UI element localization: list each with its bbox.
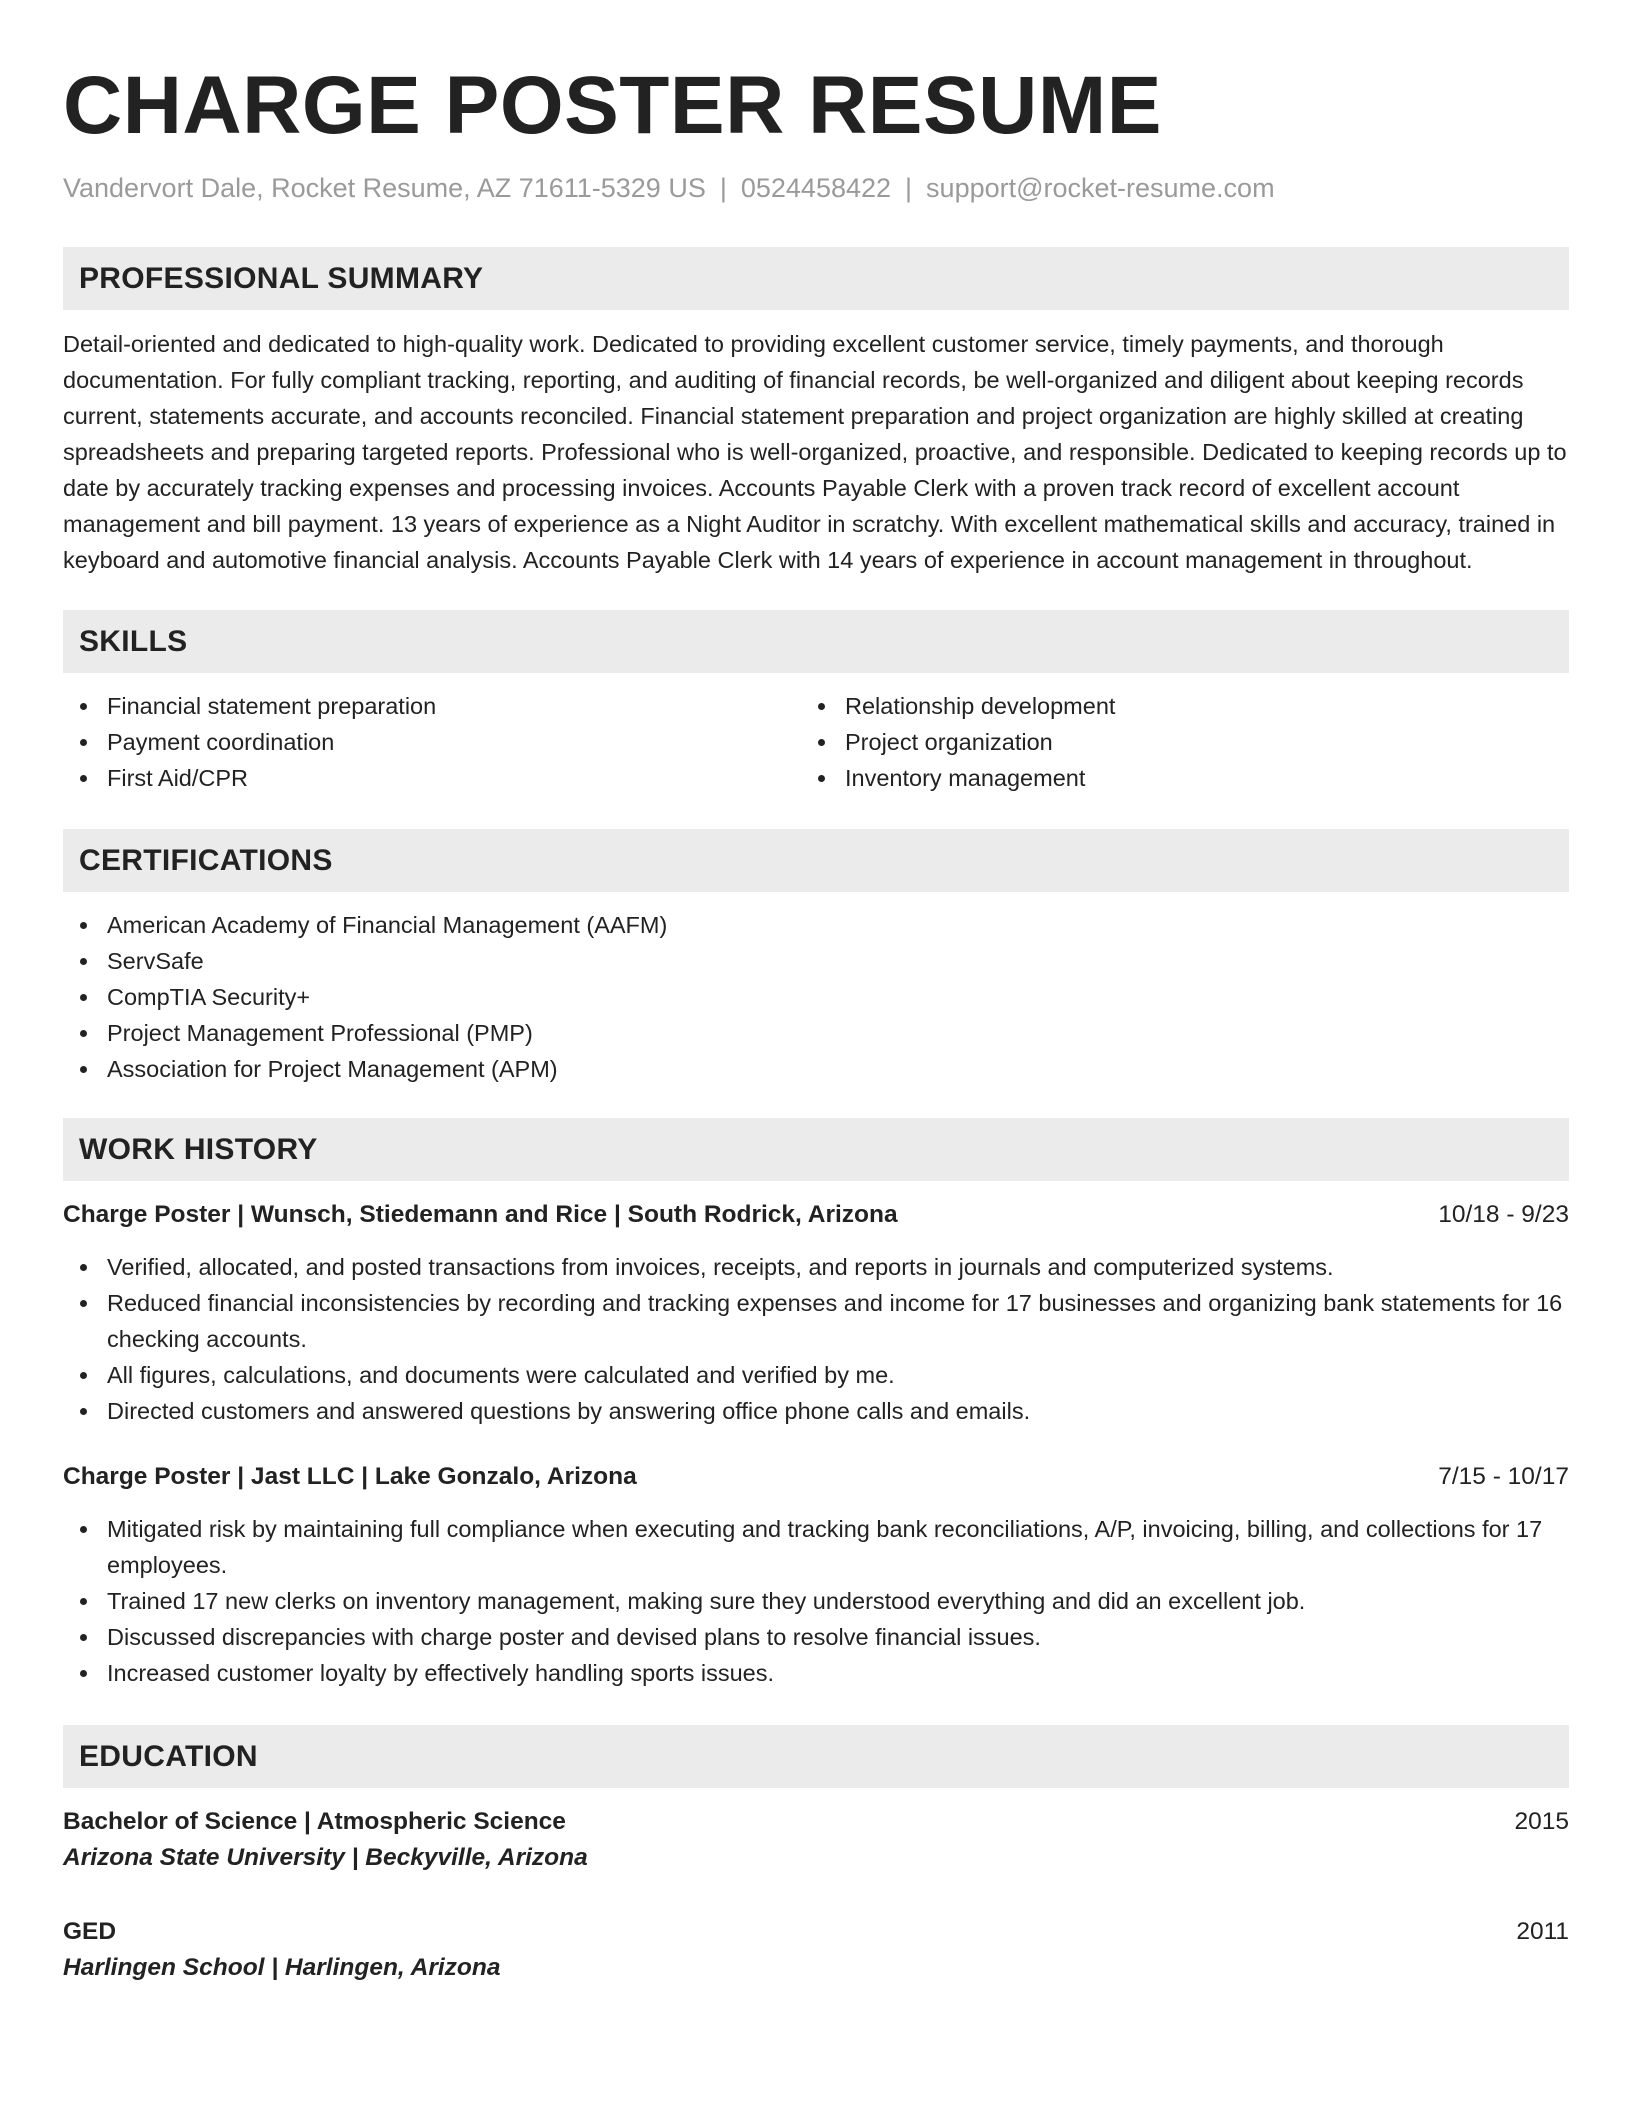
education-school: Harlingen School | Harlingen, Arizona <box>63 1954 501 1981</box>
certification-item: CompTIA Security+ <box>63 979 1569 1015</box>
certification-item: ServSafe <box>63 943 1569 979</box>
job-entry <box>63 1459 1569 1691</box>
job-bullet: All figures, calculations, and documents were calculated and verified by me. <box>63 1357 1569 1393</box>
education-year: 2015 <box>1514 1808 1569 1835</box>
skill-item: Relationship development <box>801 688 1539 724</box>
skill-item: Inventory management <box>801 760 1539 796</box>
education-school: Arizona State University | Beckyville, Arizona <box>63 1844 588 1871</box>
job-bullet: Directed customers and answered questions by answering office phone calls and emails. <box>63 1393 1569 1429</box>
certification-item: Association for Project Management (APM) <box>63 1051 1569 1087</box>
summary-text: Detail-oriented and dedicated to high-quality work. Dedicated to providing excellent customer service, timely payments, and thorough documentation. For fully compliant tracking, reporting, and auditing of financial records, be well-organized and diligent about keeping records current, statements accurate, and accounts reconciled. Financial statement preparation and project organization are highly skilled at creating spreadsheets and preparing targeted reports. Professional who is well-organized, proactive, and responsible. Dedicated to keeping records up to date by accurately tracking expenses and processing invoices. Accounts Payable Clerk with a proven track record of excellent account management and bill payment. 13 years of experience as a Night Auditor in scratchy. With excellent mathematical skills and accuracy, trained in keyboard and automotive financial analysis. Accounts Payable Clerk with 14 years of experience in account management in throughout. <box>63 331 1567 573</box>
job-bullet: Verified, allocated, and posted transactions from invoices, receipts, and reports in journals and computerized systems. <box>63 1249 1569 1285</box>
job-bullet: Mitigated risk by maintaining full compliance when executing and tracking bank reconciliations, A/P, invoicing, billing, and collections for 17 employees. <box>63 1511 1569 1583</box>
section-header-work-history: WORK HISTORY <box>63 1118 1569 1181</box>
skill-item: Payment coordination <box>63 724 801 760</box>
job-dates: 10/18 - 9/23 <box>1438 1201 1569 1228</box>
job-bullet: Increased customer loyalty by effectively handling sports issues. <box>63 1655 1569 1691</box>
education-degree: Bachelor of Science | Atmospheric Science <box>63 1808 566 1835</box>
education-header <box>63 1804 1569 1840</box>
section-header-education: EDUCATION <box>63 1725 1569 1788</box>
education-year: 2011 <box>1516 1918 1569 1945</box>
skill-item: First Aid/CPR <box>63 760 801 796</box>
resume-title: CHARGE POSTER RESUME <box>63 60 1162 151</box>
certification-item: Project Management Professional (PMP) <box>63 1015 1569 1051</box>
section-header-skills: SKILLS <box>63 610 1569 673</box>
contact-phone: 0524458422 <box>740 173 892 203</box>
job-bullet: Reduced financial inconsistencies by recording and tracking expenses and income for 17 businesses and organizing bank statements for 16 checking accounts. <box>63 1285 1569 1357</box>
contact-separator: | <box>905 173 913 203</box>
education-header <box>63 1914 1569 1950</box>
job-bullets <box>63 1511 1569 1691</box>
job-title: Charge Poster | Wunsch, Stiedemann and Rice | South Rodrick, Arizona <box>63 1201 898 1228</box>
skills-column-left <box>63 688 801 796</box>
job-entry <box>63 1197 1569 1429</box>
contact-address: Vandervort Dale, Rocket Resume, AZ 71611-5329 US <box>63 173 706 203</box>
job-bullet: Discussed discrepancies with charge poster and devised plans to resolve financial issues. <box>63 1619 1569 1655</box>
skill-item: Project organization <box>801 724 1539 760</box>
contact-line <box>63 172 1569 204</box>
contact-email: support@rocket-resume.com <box>926 173 1275 203</box>
job-header <box>63 1459 1569 1495</box>
education-entry <box>63 1914 1569 1986</box>
certification-item: American Academy of Financial Management (AAFM) <box>63 907 1569 943</box>
certifications-list <box>63 907 1569 1087</box>
job-dates: 7/15 - 10/17 <box>1438 1463 1569 1490</box>
job-title: Charge Poster | Jast LLC | Lake Gonzalo, Arizona <box>63 1463 637 1490</box>
contact-separator: | <box>719 173 727 203</box>
job-header <box>63 1197 1569 1233</box>
skills-list <box>63 688 1569 796</box>
job-bullets <box>63 1249 1569 1429</box>
education-entry <box>63 1804 1569 1876</box>
section-header-certifications: CERTIFICATIONS <box>63 829 1569 892</box>
education-degree: GED <box>63 1918 117 1945</box>
skills-column-right <box>801 688 1539 796</box>
section-header-summary: PROFESSIONAL SUMMARY <box>63 247 1569 310</box>
job-bullet: Trained 17 new clerks on inventory management, making sure they understood everything and did an excellent job. <box>63 1583 1569 1619</box>
skill-item: Financial statement preparation <box>63 688 801 724</box>
